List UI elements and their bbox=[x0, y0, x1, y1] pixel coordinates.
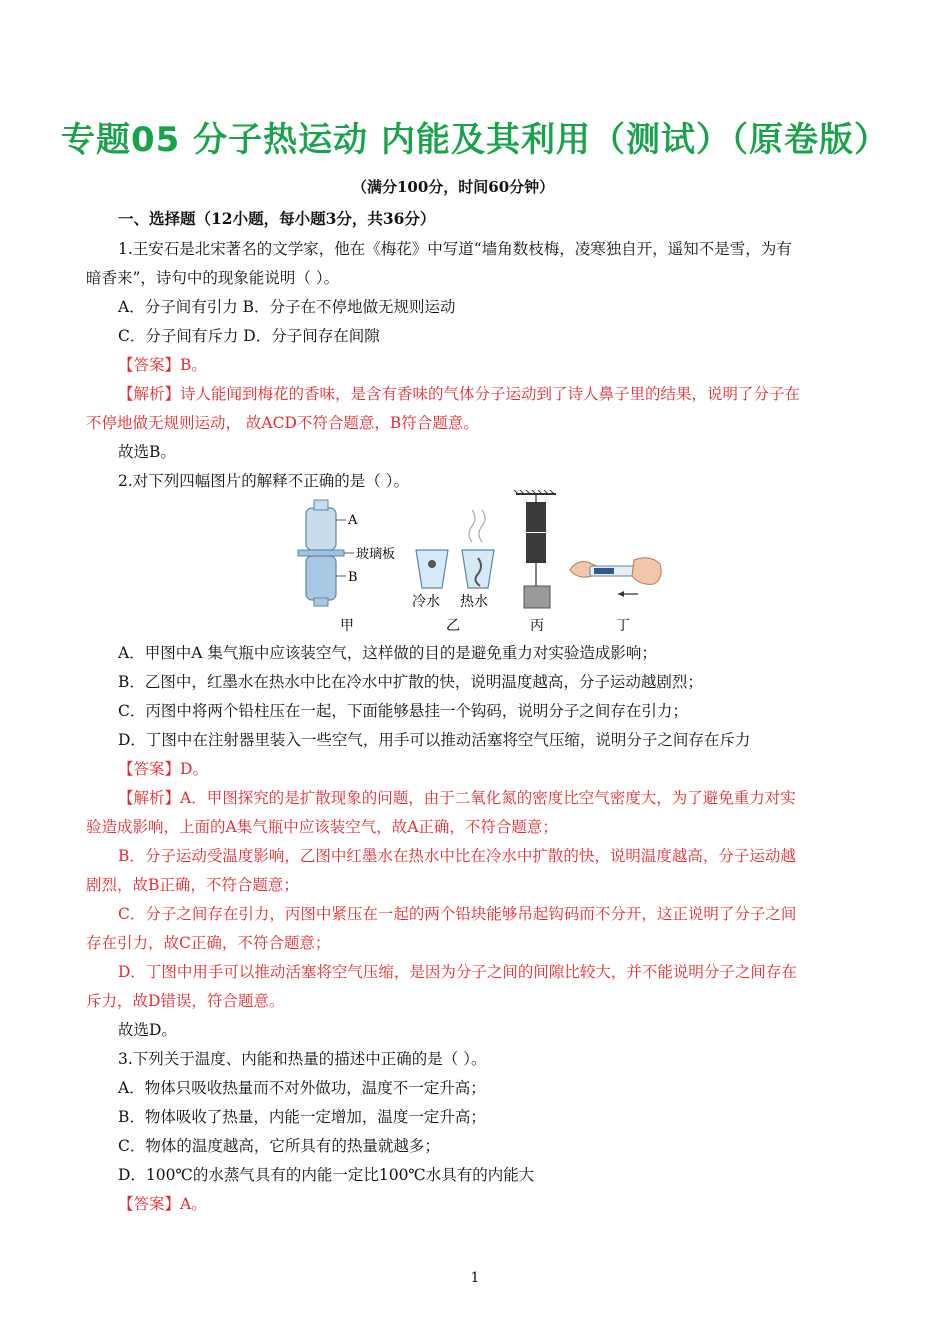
q3-answer bbox=[118, 1193, 207, 1215]
page-subtitle: （满分100分，时间60分钟） bbox=[352, 178, 555, 196]
label-bing: 丙 bbox=[530, 618, 544, 634]
q2-answer bbox=[118, 758, 208, 780]
q2-option-a: A．甲图中A 集气瓶中应该装空气，这样做的目的是避免重力对实验造成影响； bbox=[118, 644, 657, 662]
label-a: A bbox=[348, 513, 358, 528]
figure-yi-beakers bbox=[416, 510, 494, 588]
answer-tag: 【答案】 bbox=[118, 1195, 181, 1213]
q1-answer bbox=[118, 354, 207, 376]
page-title: 专题05 分子热运动 内能及其利用（测试）（原卷版） bbox=[61, 120, 889, 160]
analysis-tag: 【解析】 bbox=[118, 385, 181, 403]
q1-stem-line1: 1.王安石是北宋著名的文学家，他在《梅花》中写道“墙角数枝梅，凌寒独自开，遥知不是雪，为有 bbox=[118, 240, 792, 258]
q2-option-b: B．乙图中，红墨水在热水中比在冷水中扩散的快，说明温度越高，分子运动越剧烈； bbox=[118, 673, 703, 691]
figure-jia-jars bbox=[298, 500, 354, 606]
q2-analysis-a-line2: 验造成影响，上面的A集气瓶中应该装空气，故A正确，不符合题意； bbox=[86, 818, 558, 836]
q2-analysis-c-line1: C．分子之间存在引力，丙图中紧压在一起的两个铅块能够吊起钩码而不分开，这正说明了分子之间 bbox=[118, 905, 797, 923]
page-number: 1 bbox=[470, 1270, 480, 1286]
label-ding: 丁 bbox=[616, 618, 630, 634]
q2-analysis-d-line1: D．丁图中用手可以推动活塞将空气压缩，是因为分子之间的间隙比较大，并不能说明分子之间存在 bbox=[118, 963, 797, 981]
q3-option-a: A．物体只吸收热量而不对外做功，温度不一定升高； bbox=[118, 1079, 486, 1097]
label-hot-water: 热水 bbox=[460, 594, 488, 610]
q2-analysis-b-line1: B．分子运动受温度影响，乙图中红墨水在热水中比在冷水中扩散的快，说明温度越高，分子运动越 bbox=[118, 847, 796, 865]
q3-option-c: C．物体的温度越高，它所具有的热量就越多； bbox=[118, 1137, 440, 1155]
q1-conclusion: 故选B。 bbox=[118, 443, 176, 461]
q2-analysis-c-line2: 存在引力，故C正确，不符合题意； bbox=[86, 934, 331, 952]
q1-analysis-line2: 不停地做无规则运动， 故ACD不符合题意，B符合题意。 bbox=[86, 414, 479, 432]
q1-options-row2: C．分子间有斥力 D．分子间存在间隙 bbox=[118, 327, 380, 345]
q1-stem-line2: 暗香来”，诗句中的现象能说明（ ）。 bbox=[86, 269, 340, 287]
q3-stem: 3.下列关于温度、内能和热量的描述中正确的是（ ）。 bbox=[118, 1050, 487, 1068]
q2-option-d: D．丁图中在注射器里装入一些空气，用手可以推动活塞将空气压缩，说明分子之间存在斥力 bbox=[118, 731, 751, 749]
answer-text: A。 bbox=[180, 1195, 207, 1213]
q2-stem: 2.对下列四幅图片的解释不正确的是（ ）。 bbox=[118, 472, 409, 490]
q1-analysis-line1 bbox=[118, 383, 800, 405]
q2-analysis-a-line1 bbox=[118, 787, 796, 809]
q2-figure bbox=[294, 490, 664, 640]
q1-options-row1: A．分子间有引力 B．分子在不停地做无规则运动 bbox=[118, 298, 456, 316]
figure-bing-lead-cylinders bbox=[514, 490, 556, 608]
label-cold-water: 冷水 bbox=[412, 594, 440, 610]
label-yi: 乙 bbox=[446, 618, 460, 634]
label-glass: 玻璃板 bbox=[356, 547, 396, 562]
answer-tag: 【答案】 bbox=[118, 356, 181, 374]
answer-tag: 【答案】 bbox=[118, 760, 181, 778]
q3-option-d: D．100℃的水蒸气具有的内能一定比100℃水具有的内能大 bbox=[118, 1166, 535, 1184]
section-heading: 一、选择题（12小题，每小题3分，共36分） bbox=[118, 209, 436, 228]
q2-analysis-d-line2: 斥力，故D错误，符合题意。 bbox=[86, 992, 285, 1010]
answer-text: D。 bbox=[180, 760, 208, 778]
q2-analysis-b-line2: 剧烈，故B正确，不符合题意； bbox=[86, 876, 299, 894]
label-jia: 甲 bbox=[340, 618, 354, 634]
analysis-text: A．甲图探究的是扩散现象的问题，由于二氧化氮的密度比空气密度大，为了避免重力对实 bbox=[180, 789, 796, 807]
analysis-text: 诗人能闻到梅花的香味，是含有香味的气体分子运动到了诗人鼻子里的结果，说明了分子在 bbox=[180, 385, 801, 403]
answer-text: B。 bbox=[180, 356, 207, 374]
figure-ding-syringe bbox=[570, 558, 661, 597]
label-b: B bbox=[348, 570, 358, 585]
q2-option-c: C．丙图中将两个铅柱压在一起，下面能够悬挂一个钩码，说明分子之间存在引力； bbox=[118, 702, 688, 720]
analysis-tag: 【解析】 bbox=[118, 789, 181, 807]
q3-option-b: B．物体吸收了热量，内能一定增加，温度一定升高； bbox=[118, 1108, 486, 1126]
q2-conclusion: 故选D。 bbox=[118, 1021, 177, 1039]
